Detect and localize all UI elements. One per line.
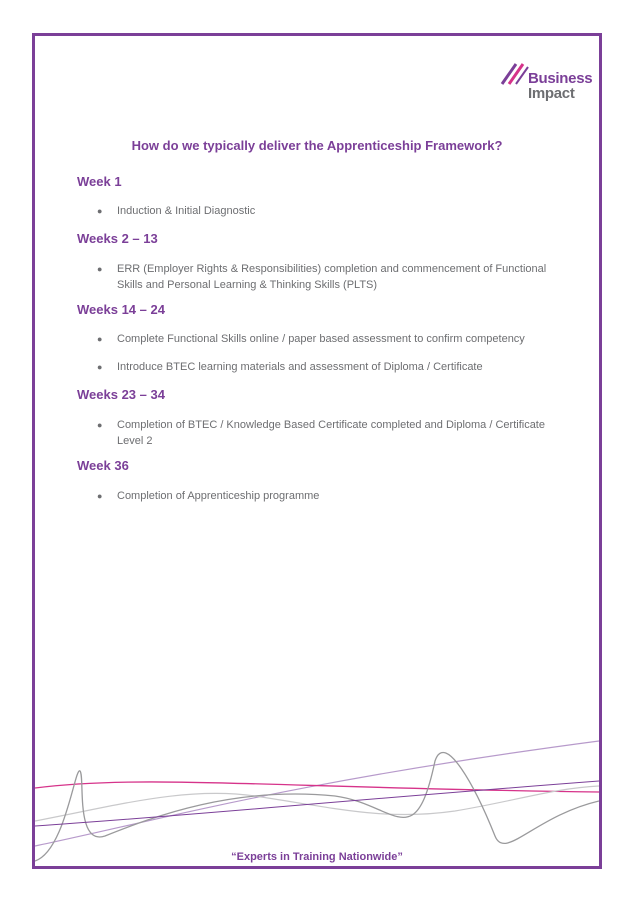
bullet-icon: ● (97, 264, 103, 274)
page-title: How do we typically deliver the Apprenticeship Framework? (131, 138, 503, 153)
section-heading-weeks-23-34: Weeks 23 – 34 (77, 387, 165, 402)
bullet-icon: ● (97, 206, 103, 216)
page-frame: Business Impact How do we typically deliver the Apprenticeship Framework? Week 1 ● Induction & Initial Diagnostic Weeks 2 – 13 ● ERR (Employer Rights & Responsibilities) completion and commencement of Functional Skills and Personal Learning & Thinking Skills (PLTS) Weeks 14 – 24 ● Complete Functional Skills online / paper based assessment to confirm competency ● Introduce BTEC learning materials and assessment of Diploma / Certificate Weeks 23 – 34 ● Completion of BTEC / Knowledge Based Certificate completed and Diploma / Certificate Level 2 Week 36 ● Completion of Apprenticeship programme “Experts in Training Nationwide” (32, 33, 602, 869)
logo-text-impact: Impact (528, 85, 575, 102)
section-heading-weeks-14-24: Weeks 14 – 24 (77, 302, 165, 317)
decorative-wave-lines (35, 726, 599, 866)
logo-text-business: Business (528, 70, 593, 87)
bullet-icon: ● (97, 420, 103, 430)
footer-tagline: “Experts in Training Nationwide” (231, 851, 403, 863)
bullet-icon: ● (97, 362, 103, 372)
business-impact-logo (500, 56, 596, 104)
bullet-icon: ● (97, 334, 103, 344)
section-heading-weeks-2-13: Weeks 2 – 13 (77, 231, 158, 246)
bullet-icon: ● (97, 491, 103, 501)
section-heading-week-36: Week 36 (77, 458, 129, 473)
section-heading-week-1: Week 1 (77, 174, 122, 189)
logo-slash-icon (500, 60, 530, 88)
